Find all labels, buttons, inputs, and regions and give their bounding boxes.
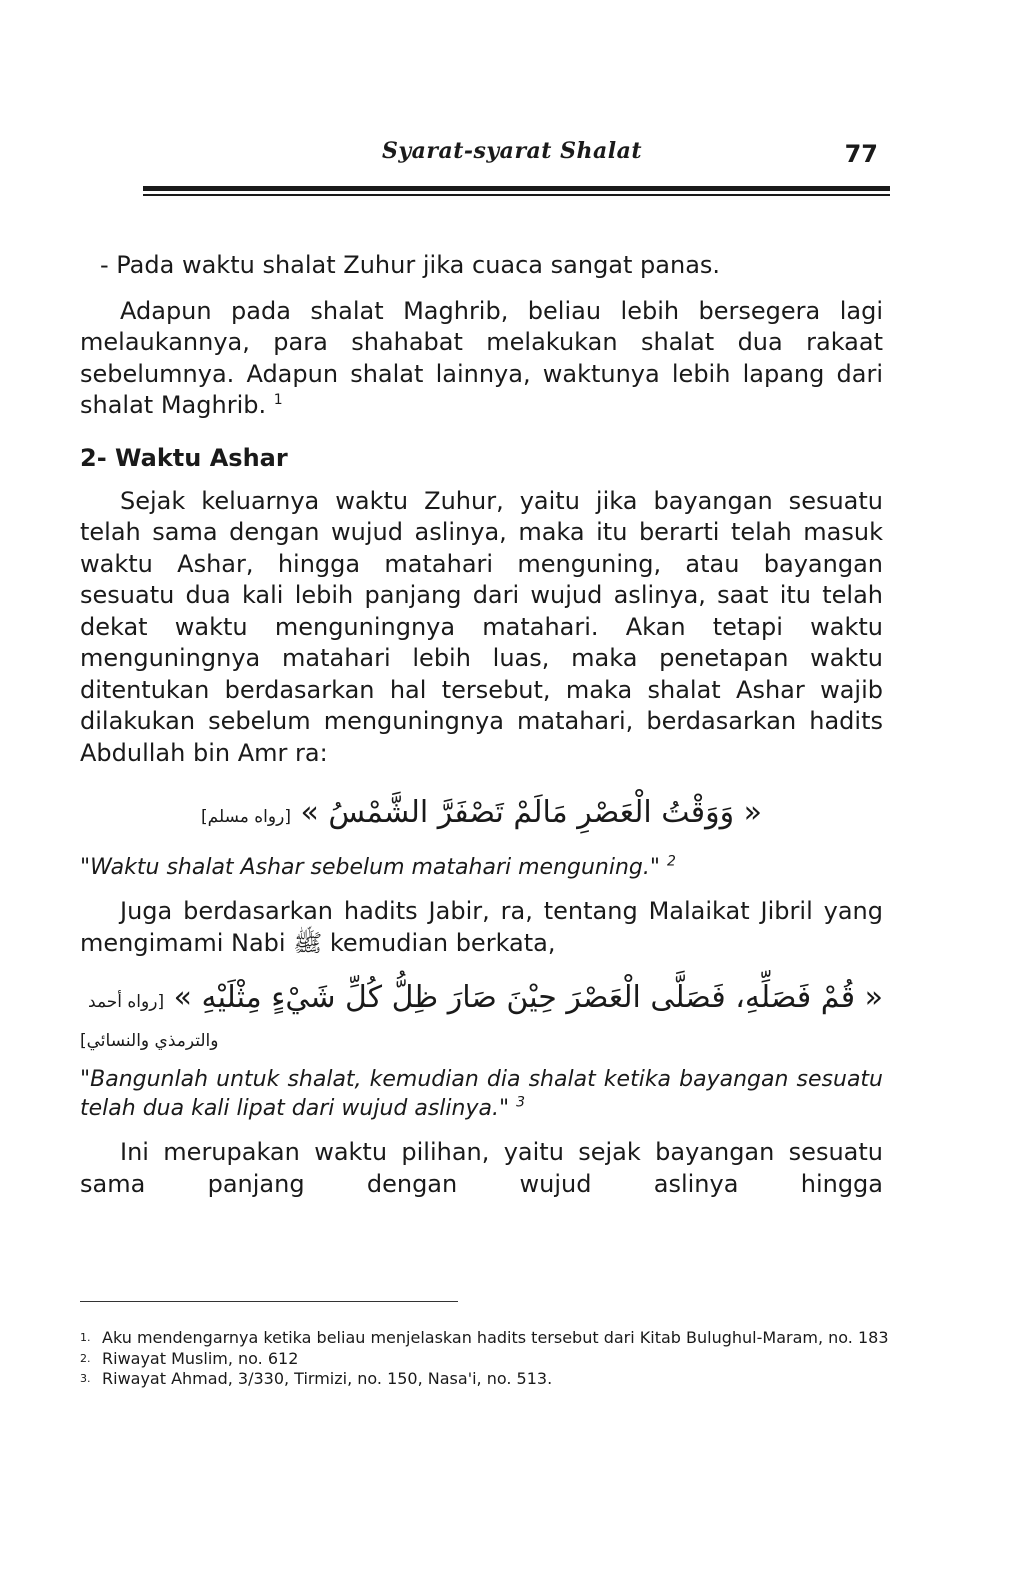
footnote-ref-1: 1: [273, 392, 283, 408]
hadith-arabic-1: [80, 789, 883, 841]
paragraph-ashar: Sejak keluarnya waktu Zuhur, yaitu jika bayangan sesuatu telah sama dengan wujud aslinya, maka itu berarti telah masuk waktu Ashar, hingga matahari menguning, atau bayangan sesuatu dua kali lebih panjang dari wujud aslinya, saat itu telah dekat waktu menguningnya matahari. Akan tetapi waktu menguningnya matahari lebih luas, maka penetapan waktu ditentukan berdasarkan hal tersebut, maka shalat Ashar wajib dilakukan sebelum menguningnya matahari, berdasarkan hadits Abdullah bin Amr ra:: [80, 486, 883, 767]
bullet-zuhur: - Pada waktu shalat Zuhur jika cuaca sangat panas.: [100, 251, 721, 279]
header-rule-thick: [143, 186, 890, 191]
hadith-2-text: « قُمْ فَصَلِّهِ، فَصَلَّى الْعَصْرَ حِيْنَ صَارَ ظِلُّ كُلِّ شَيْءٍ مِثْلَيْهِ »: [173, 980, 883, 1015]
section-heading: 2- Waktu Ashar: [80, 443, 288, 472]
footnote-2: [80, 1349, 890, 1370]
paragraph-maghrib: [80, 296, 883, 422]
footnote-ref-3: 3: [516, 1094, 525, 1111]
hadith-2-translation-text: "Bangunlah untuk shalat, kemudian dia shalat ketika bayangan sesuatu telah dua kali lipat dari wujud aslinya.": [80, 1067, 883, 1121]
hadith-2-source-a: [رواه أحمد: [88, 992, 165, 1012]
hadith-1-source: [رواه مسلم]: [201, 807, 291, 827]
hadith-2-source-b: والترمذي والنسائي]: [80, 1031, 219, 1051]
paragraph-pilihan: Ini merupakan waktu pilihan, yaitu sejak bayangan sesuatu sama panjang dengan wujud aslinya hingga: [80, 1138, 883, 1198]
footnote-ref-2: 2: [667, 853, 676, 870]
footnote-text: Aku mendengarnya ketika beliau menjelaskan hadits tersebut dari Kitab Bulughul-Maram, no. 183: [102, 1328, 889, 1347]
paragraph-maghrib-text: Adapun pada shalat Maghrib, beliau lebih bersegera lagi melaukannya, para shahabat melakukan shalat dua rakaat sebelumnya. Adapun shalat lainnya, waktunya lebih lapang dari shalat Maghrib.: [80, 296, 883, 419]
paragraph-jabir: Juga berdasarkan hadits Jabir, ra, tentang Malaikat Jibril yang mengimami Nabi ﷺ kemudian berkata,: [80, 897, 883, 957]
footnote-1: [80, 1328, 890, 1349]
hadith-1-text: « وَوَقْتُ الْعَصْرِ مَالَمْ تَصْفَرَّ الشَّمْسُ »: [300, 795, 762, 830]
hadith-1-translation: [80, 853, 883, 882]
footnote-text: Riwayat Ahmad, 3/330, Tirmizi, no. 150, Nasa'i, no. 513.: [102, 1369, 553, 1388]
footnote-number: 2.: [80, 1351, 91, 1365]
page-body: [80, 250, 883, 1200]
footnote-number: 3.: [80, 1372, 91, 1385]
hadith-arabic-2: [80, 969, 883, 1031]
page-number: 77: [844, 140, 878, 168]
footnote-number: 1.: [80, 1331, 91, 1344]
footnote-3: [80, 1369, 890, 1390]
footnotes: [80, 1328, 890, 1390]
footnote-rule: [80, 1301, 458, 1302]
hadith-2-translation: [80, 1065, 883, 1123]
header-title: Syarat-syarat Shalat: [381, 138, 643, 164]
footnote-text: Riwayat Muslim, no. 612: [102, 1348, 299, 1368]
header-rule-thin: [143, 194, 890, 196]
hadith-1-translation-text: "Waktu shalat Ashar sebelum matahari menguning.": [80, 855, 660, 880]
